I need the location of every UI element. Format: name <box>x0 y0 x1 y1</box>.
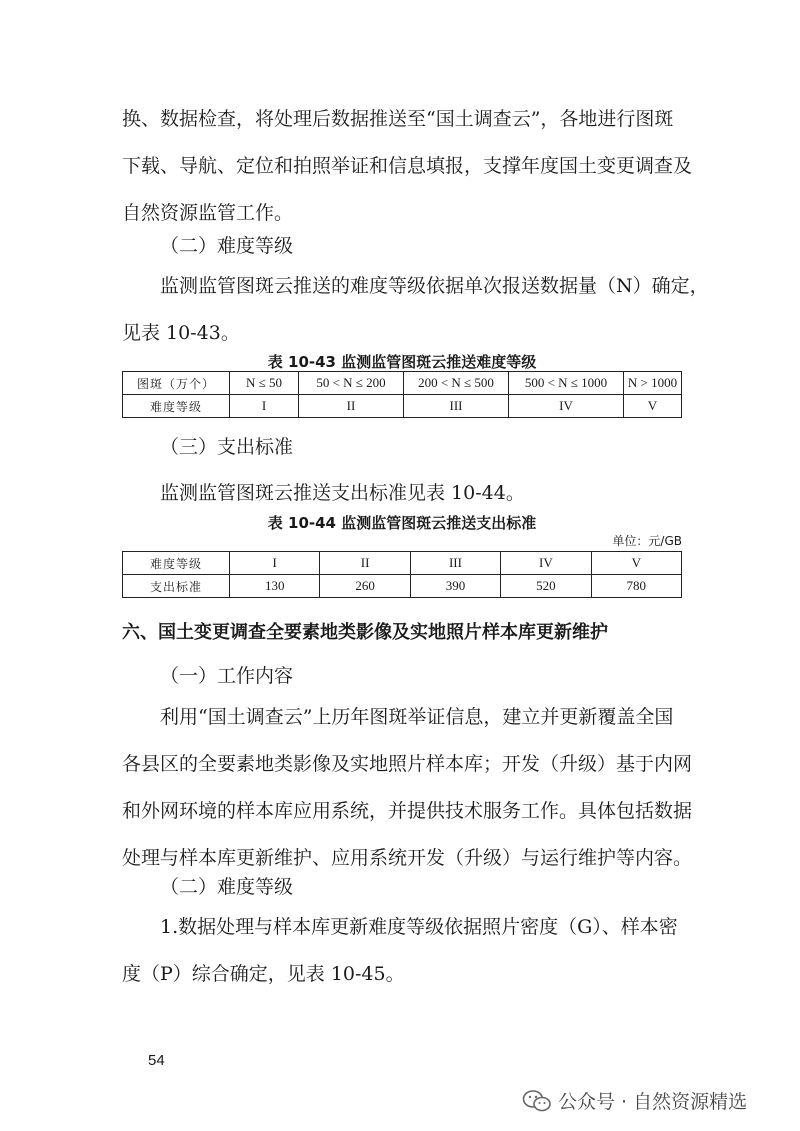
wechat-icon <box>522 1089 552 1113</box>
table-row <box>123 395 682 418</box>
table-cell: 200 < N ≤ 500 <box>404 372 509 395</box>
page-number: 54 <box>148 1052 165 1069</box>
last-paragraph <box>122 904 682 998</box>
table-cell: I <box>230 395 299 418</box>
table-43-row1-label: 图斑（万个） <box>123 372 230 395</box>
table-cell: I <box>230 552 320 575</box>
intro-line-1: 换、数据检查，将处理后数据推送至“国土调查云”，各地进行图斑 <box>122 108 674 130</box>
table-cell: N > 1000 <box>624 372 682 395</box>
work-line-2: 各县区的全要素地类影像及实地照片样本库；开发（升级）基于内网 <box>122 753 693 775</box>
table-43-row2-label: 难度等级 <box>123 395 230 418</box>
table-cell: 780 <box>591 575 681 598</box>
work-line-1: 利用“国土调查云”上历年图斑举证信息，建立并更新覆盖全国 <box>160 706 674 728</box>
table-cell: II <box>299 395 404 418</box>
work-paragraph <box>122 694 693 882</box>
table-44 <box>122 551 682 598</box>
table-cell: 500 < N ≤ 1000 <box>509 372 624 395</box>
table-cell: 390 <box>410 575 500 598</box>
table-cell: IV <box>501 552 591 575</box>
heading-difficulty-level: （二）难度等级 <box>160 235 294 257</box>
table-44-unit: 单位：元/GB <box>612 534 682 548</box>
table-cell: 520 <box>501 575 591 598</box>
table-cell: V <box>624 395 682 418</box>
watermark-text: 公众号 · 自然资源精选 <box>558 1091 748 1113</box>
difficulty-line-1: 监测监管图斑云推送的难度等级依据单次报送数据量（N）确定， <box>160 275 709 297</box>
intro-line-2: 下载、导航、定位和拍照举证和信息填报，支撑年度国土变更调查及 <box>122 155 693 177</box>
difficulty-paragraph <box>122 263 709 357</box>
intro-line-3: 自然资源监管工作。 <box>122 202 294 224</box>
heading-difficulty-level-2: （二）难度等级 <box>160 876 294 898</box>
table-cell: IV <box>509 395 624 418</box>
table-cell: III <box>410 552 500 575</box>
last-line-2: 度（P）综合确定，见表 10-45。 <box>122 963 405 985</box>
table-cell: II <box>320 552 410 575</box>
difficulty-line-2: 见表 10-43。 <box>122 322 240 344</box>
standard-paragraph: 监测监管图斑云推送支出标准见表 10-44。 <box>160 482 525 504</box>
table-43-caption: 表 10-43 监测监管图斑云推送难度等级 <box>267 353 537 371</box>
table-44-caption: 表 10-44 监测监管图斑云推送支出标准 <box>267 514 537 532</box>
table-cell: 260 <box>320 575 410 598</box>
last-line-1: 1.数据处理与样本库更新难度等级依据照片密度（G）、样本密 <box>160 916 678 938</box>
work-line-4: 处理与样本库更新维护、应用系统开发（升级）与运行维护等内容。 <box>122 847 693 869</box>
table-cell: N ≤ 50 <box>230 372 299 395</box>
intro-paragraph <box>122 96 693 237</box>
table-row <box>123 552 682 575</box>
heading-expenditure-standard: （三）支出标准 <box>160 436 294 458</box>
table-row <box>123 372 682 395</box>
table-cell: 50 < N ≤ 200 <box>299 372 404 395</box>
table-cell: V <box>591 552 681 575</box>
watermark <box>522 1087 747 1114</box>
section-six-heading: 六、国土变更调查全要素地类影像及实地照片样本库更新维护 <box>122 622 608 643</box>
table-cell: III <box>404 395 509 418</box>
table-cell: 130 <box>230 575 320 598</box>
table-44-row2-label: 支出标准 <box>123 575 230 598</box>
table-44-row1-label: 难度等级 <box>123 552 230 575</box>
heading-work-content: （一）工作内容 <box>160 665 294 687</box>
table-43 <box>122 371 682 418</box>
work-line-3: 和外网环境的样本库应用系统，并提供技术服务工作。具体包括数据 <box>122 800 693 822</box>
table-row <box>123 575 682 598</box>
